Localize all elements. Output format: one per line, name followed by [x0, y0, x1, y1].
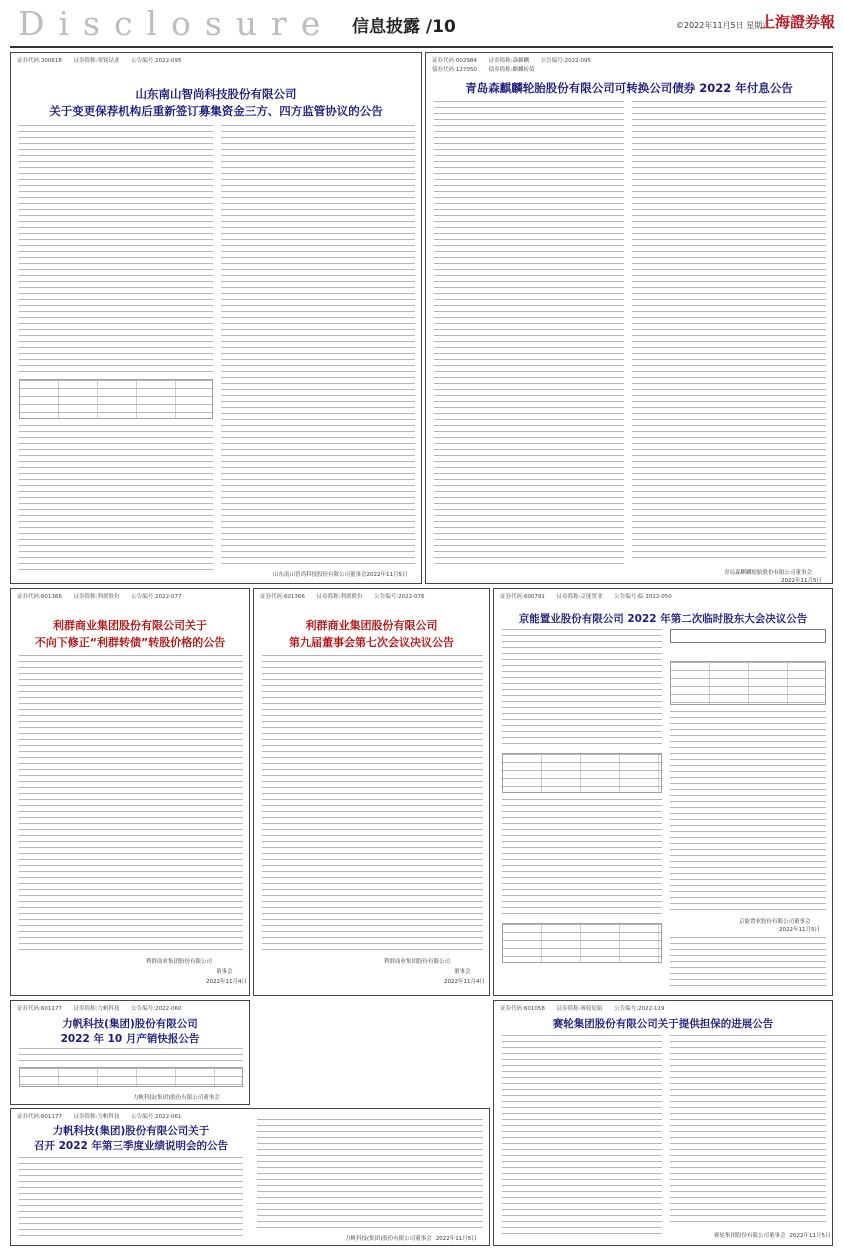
- body-text: [670, 1035, 826, 1225]
- meeting-table: [502, 753, 662, 793]
- body-text: [670, 711, 826, 911]
- signature-date: 2022年11月5日: [779, 927, 820, 933]
- announcement-title: 利群商业集团股份有限公司: [305, 619, 438, 632]
- stock-code: 证券代码:601366: [260, 594, 305, 600]
- bond-code: 债券代码:127050: [432, 67, 477, 73]
- announcement-title: 不向下修正“利群转债”转股价格的公告: [34, 636, 226, 649]
- stock-abbr: 证券简称:利群股份: [73, 594, 120, 600]
- signature-org: 京能置业股份有限公司董事会: [739, 919, 811, 925]
- announcement-title: 2022 年 10 月产销快报公告: [60, 1033, 200, 1045]
- announcement-title: 京能置业股份有限公司 2022 年第二次临时股东大会决议公告: [518, 613, 808, 625]
- signature-org: 力帆科技(集团)股份有限公司董事会: [133, 1095, 220, 1101]
- announcement-senqilin: [425, 52, 833, 584]
- announcement-title: 赛轮集团股份有限公司关于提供担保的进展公告: [552, 1018, 774, 1030]
- notice-number: 公告编号:2022-095: [131, 58, 182, 64]
- signature-date: 2022年11月5日: [435, 1236, 477, 1242]
- signature-date: 2022年11月4日: [206, 979, 247, 985]
- body-text: [502, 629, 662, 749]
- stock-abbr: 证券简称:森麒麟: [488, 58, 529, 64]
- announcement-title: 力帆科技(集团)股份有限公司关于: [52, 1125, 210, 1137]
- signature-org: 力帆科技(集团)股份有限公司董事会: [345, 1236, 432, 1242]
- code-bar: [11, 589, 198, 601]
- signature: [273, 570, 408, 578]
- notice-number: 公告编号:2022-061: [131, 1114, 182, 1120]
- signature-date: 2022年11月5日: [366, 572, 408, 578]
- code-bar: [254, 589, 441, 601]
- body-text: [670, 937, 826, 987]
- notice-number: 公告编号:2022-060: [131, 1006, 182, 1012]
- announcement-title: 利群商业集团股份有限公司关于: [53, 619, 207, 632]
- page-section-title: 信息披露 /10: [352, 17, 456, 37]
- body-text: [434, 101, 624, 569]
- announcement-title: 第九届董事会第七次会议决议公告: [289, 636, 454, 649]
- signature: [724, 568, 816, 576]
- body-text: [19, 1048, 243, 1064]
- body-text: [632, 101, 826, 563]
- vote-table: [502, 923, 662, 963]
- signature: [133, 1093, 224, 1101]
- signature-date: 2022年11月5日: [789, 1233, 831, 1239]
- body-text: [19, 655, 243, 950]
- body-text: [502, 1035, 662, 1235]
- announcement-title: 关于变更保荐机构后重新签订募集资金三方、四方监管协议的公告: [49, 104, 383, 118]
- announcement-liqun-board: [253, 588, 490, 996]
- stock-code: 证券代码:300618: [17, 58, 62, 64]
- announcement-title: 山东南山智尚科技股份有限公司: [135, 87, 297, 101]
- masthead: [0, 0, 843, 46]
- announcement-title: 召开 2022 年第三季度业绩说明会的公告: [33, 1140, 229, 1152]
- notice-number: 公告编号:2022-077: [131, 594, 182, 600]
- signature-date: 2022年11月4日: [444, 979, 485, 985]
- newspaper-logo: 上海證券報: [760, 13, 836, 31]
- stock-code: 证券代码:002984: [432, 58, 477, 64]
- body-text: [502, 799, 662, 919]
- stock-abbr: 证券简称:赛轮轮胎: [556, 1006, 603, 1012]
- stock-code: 证券代码:601058: [500, 1006, 545, 1012]
- signature-org: 利群商业集团股份有限公司: [146, 959, 213, 965]
- account-table: [19, 379, 213, 419]
- stock-code: 证券代码:601177: [17, 1114, 62, 1120]
- stock-code: 证券代码:601366: [17, 594, 62, 600]
- stock-code: 证券代码:600791: [500, 594, 545, 600]
- stock-abbr: 证券简称:力帆科技: [73, 1006, 120, 1012]
- body-text: [19, 125, 213, 375]
- announcement-nanshan: [10, 52, 422, 584]
- stock-abbr: 证券简称:寒锐钴业: [73, 58, 120, 64]
- signature: [345, 1234, 477, 1242]
- bond-code-bar: [426, 62, 550, 74]
- announcement-lifan-meeting: [10, 1108, 490, 1246]
- signature-board: 董事会: [454, 969, 471, 975]
- sales-table: [19, 1067, 243, 1087]
- vote-table: [670, 661, 826, 705]
- announcement-liqun-price: [10, 588, 250, 996]
- signature-org: 赛轮集团股份有限公司董事会: [714, 1233, 786, 1239]
- code-bar: [494, 589, 688, 601]
- stock-abbr: 证券简称:京能置业: [556, 594, 603, 600]
- masthead-rule: [10, 46, 833, 48]
- section-wordmark: Disclosure: [18, 4, 335, 43]
- body-text: [257, 1119, 483, 1231]
- signature-org: 山东南山智尚科技股份有限公司董事会: [273, 572, 367, 578]
- signature-date: 2022年11月5日: [781, 578, 822, 584]
- announcement-jingneng: [493, 588, 833, 996]
- notice-number: 公告编号:2022-119: [614, 1006, 665, 1012]
- body-text: [262, 655, 483, 950]
- body-text: [19, 425, 213, 575]
- announcement-title: 青岛森麒麟轮胎股份有限公司可转换公司债券 2022 年付息公告: [465, 81, 793, 95]
- announcement-saiwei: [493, 1000, 833, 1246]
- issue-date: ©2022年11月5日 星期六: [676, 21, 771, 30]
- stock-code: 证券代码:601177: [17, 1006, 62, 1012]
- signature-board: 董事会: [216, 969, 233, 975]
- stock-abbr: 证券简称:力帆科技: [73, 1114, 120, 1120]
- body-text: [19, 1157, 243, 1241]
- body-text: [221, 125, 415, 565]
- note-box: [670, 629, 826, 643]
- notice-number: 公告编号:2022-076: [374, 594, 425, 600]
- stock-abbr: 证券简称:利群股份: [316, 594, 363, 600]
- announcement-title: 力帆科技(集团)股份有限公司: [62, 1018, 198, 1030]
- signature: [714, 1231, 831, 1239]
- code-bar: [11, 53, 198, 65]
- notice-number: 公告编号:2022-095: [540, 58, 592, 64]
- announcement-lifan-sales: [10, 1000, 250, 1105]
- notice-number: 公告编号:临 2022-050: [614, 594, 672, 600]
- bond-abbr: 债券简称:麒麟转债: [488, 67, 535, 73]
- code-bar: [11, 1001, 198, 1013]
- signature-org: 青岛森麒麟轮胎股份有限公司董事会: [724, 570, 813, 576]
- signature-org: 利群商业集团股份有限公司: [384, 959, 451, 965]
- code-bar: [494, 1001, 681, 1013]
